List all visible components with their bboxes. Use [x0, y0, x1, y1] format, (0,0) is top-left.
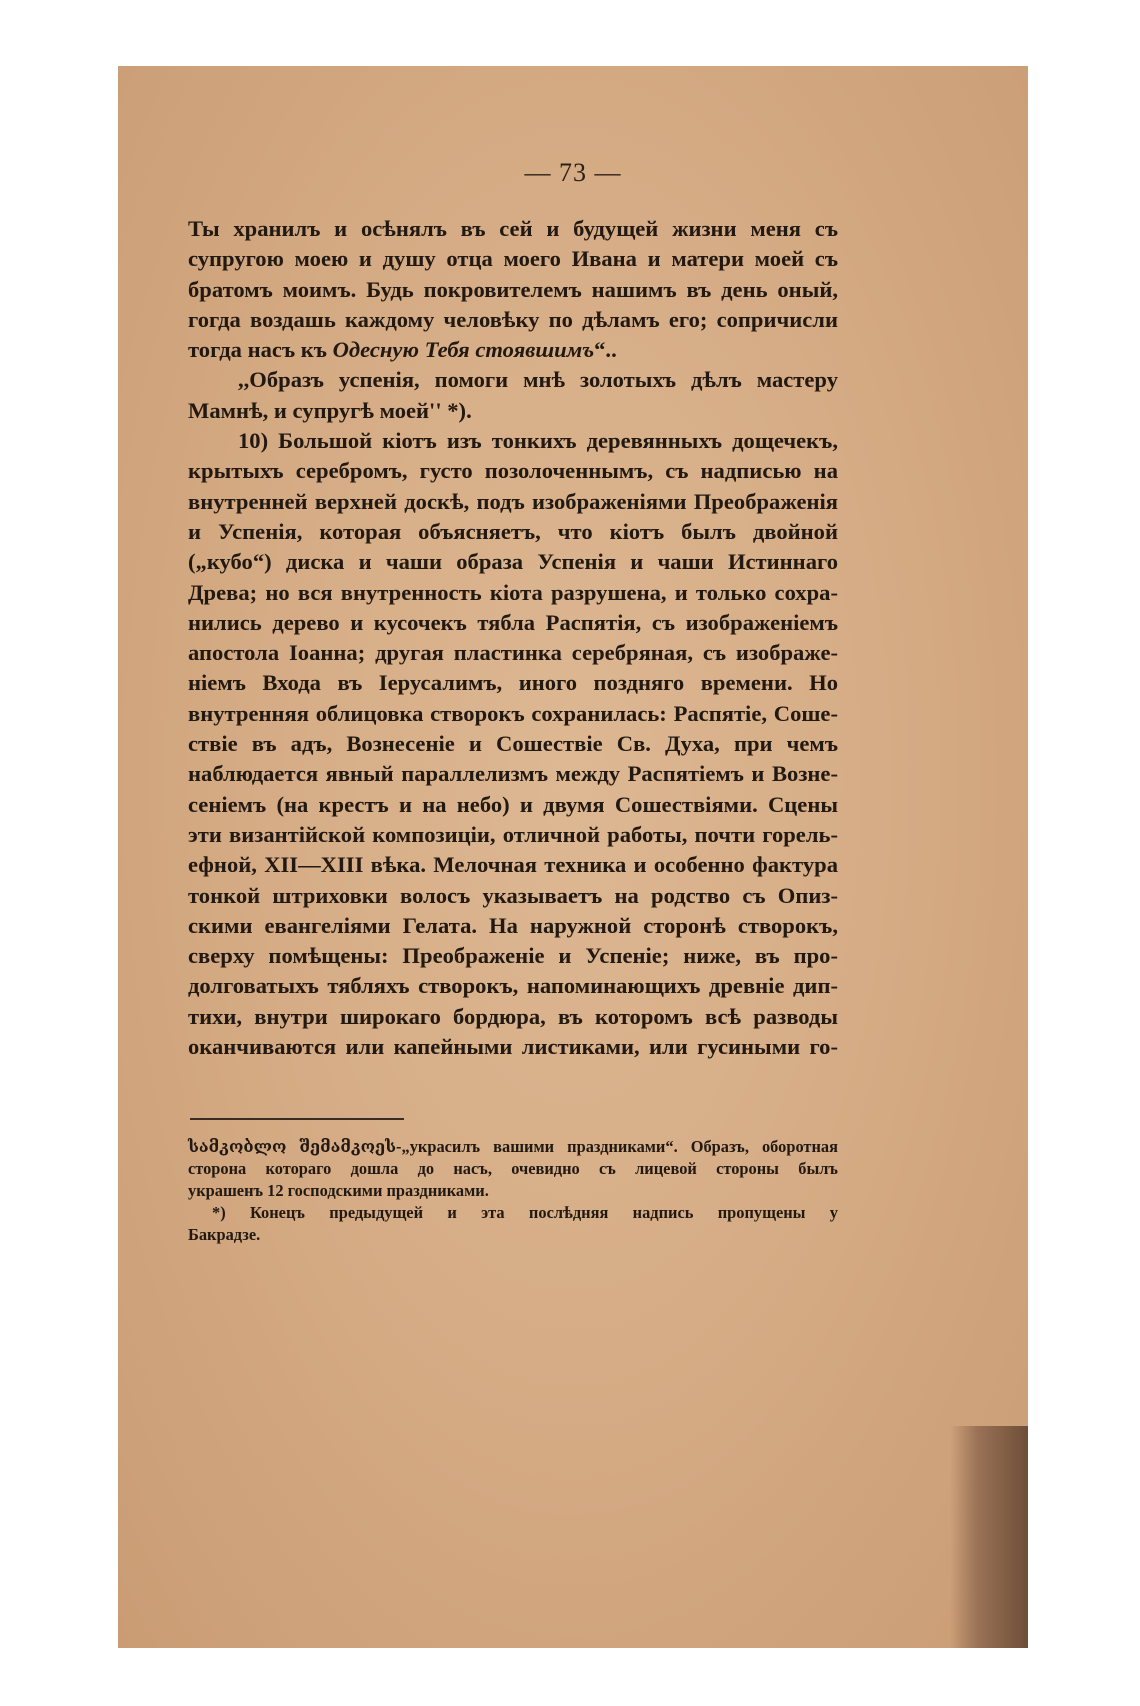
footnote-line: украшенъ 12 господскими праздниками. [188, 1181, 489, 1200]
page-number: — 73 — [524, 158, 622, 187]
book-spine-shadow [950, 1426, 1028, 1648]
text-line: Древа; но вся внутренность кіота разрушена, и только сохра- [188, 579, 838, 605]
text-line: и Успенія, которая объясняетъ, что кіотъ былъ двойной [188, 518, 838, 544]
text-line: наблюдается явный параллелизмъ между Распятіемъ и Возне- [188, 761, 838, 787]
text-fragment: “.. [594, 337, 617, 363]
text-line: крытыхъ серебромъ, густо позолоченнымъ, съ надписью на [188, 458, 838, 484]
text-line: Мамнѣ, и супругѣ моей'' *). [188, 397, 472, 423]
footnote-line: сторона котораго дошла до насъ, очевидно съ лицевой стороны былъ [188, 1159, 838, 1178]
text-line: супругою моею и душу отца моего Ивана и матери моей съ [188, 246, 838, 272]
text-line: скими евангеліями Гелата. На наружной сторонѣ створокъ, [188, 912, 838, 938]
text-line: 10) Большой кіотъ изъ тонкихъ деревянныхъ дощечекъ, [238, 428, 838, 454]
text-line: долговатыхъ тябляхъ створокъ, напоминающихъ древніе дип- [188, 973, 838, 999]
text-line: братомъ моимъ. Будь покровителемъ нашимъ въ день оный, [188, 276, 838, 302]
text-line: ствіе въ адъ, Вознесеніе и Сошествіе Св. Духа, при чемъ [188, 731, 838, 757]
text-line: ,,Образъ успенія, помоги мнѣ золотыхъ дѣлъ мастеру [238, 367, 838, 393]
text-line: сеніемъ (на крестъ и на небо) и двумя Сошествіями. Сцены [188, 791, 838, 817]
text-line: нились дерево и кусочекъ тябла Распятія, съ изображеніемъ [188, 609, 838, 635]
text-line: гогда воздашь каждому человѣку по дѣламъ его; сопричисли [188, 306, 838, 332]
text-line: оканчиваются или капейными листиками, или гусиными го- [188, 1034, 838, 1060]
text-line: („кубо“) диска и чаши образа Успенія и чаши Истиннаго [188, 549, 838, 575]
text-line: ефной, XII—XIII вѣка. Мелочная техника и особенно фактура [188, 852, 838, 878]
text-line-with-emphasis [188, 335, 838, 365]
text-line: тонкой штриховки волосъ указываетъ на родство съ Опиз- [188, 882, 838, 908]
text-line: тихи, внутри широкаго бордюра, въ которомъ всѣ разводы [188, 1003, 838, 1029]
text-line: внутренней верхней доскѣ, подъ изображеніями Преображенія [188, 488, 838, 514]
text-line: внутренняя облицовка створокъ сохранилась: Распятіе, Соше- [188, 700, 838, 726]
text-line: эти византійской композиціи, отличной работы, почти горель- [188, 821, 838, 847]
text-fragment: тогда насъ къ [188, 337, 333, 363]
main-text [188, 214, 838, 1062]
footnote-line: Бакрадзе. [188, 1225, 261, 1244]
text-line: апостола Іоанна; другая пластинка серебряная, съ изображе- [188, 640, 838, 666]
scanned-page [118, 66, 1028, 1648]
text-line: сверху помѣщены: Преображеніе и Успеніе; ниже, въ про- [188, 943, 838, 969]
footnotes [188, 1136, 838, 1246]
text-line: ніемъ Входа въ Іерусалимъ, иного поздняго времени. Но [188, 670, 838, 696]
footnote-rule [190, 1118, 404, 1120]
text-line: Ты хранилъ и осѣнялъ въ сей и будущей жизни меня съ [188, 216, 838, 241]
italic-phrase: Одесную Тебя стоявшимъ [332, 337, 595, 363]
footnote-line: სამკობლო შემამკოეს-„украсилъ вашими праздниками“. Образъ, оборотная [188, 1137, 838, 1156]
footnote-line: *) Конецъ предыдущей и эта послѣдняя надпись пропущены у [212, 1203, 838, 1222]
